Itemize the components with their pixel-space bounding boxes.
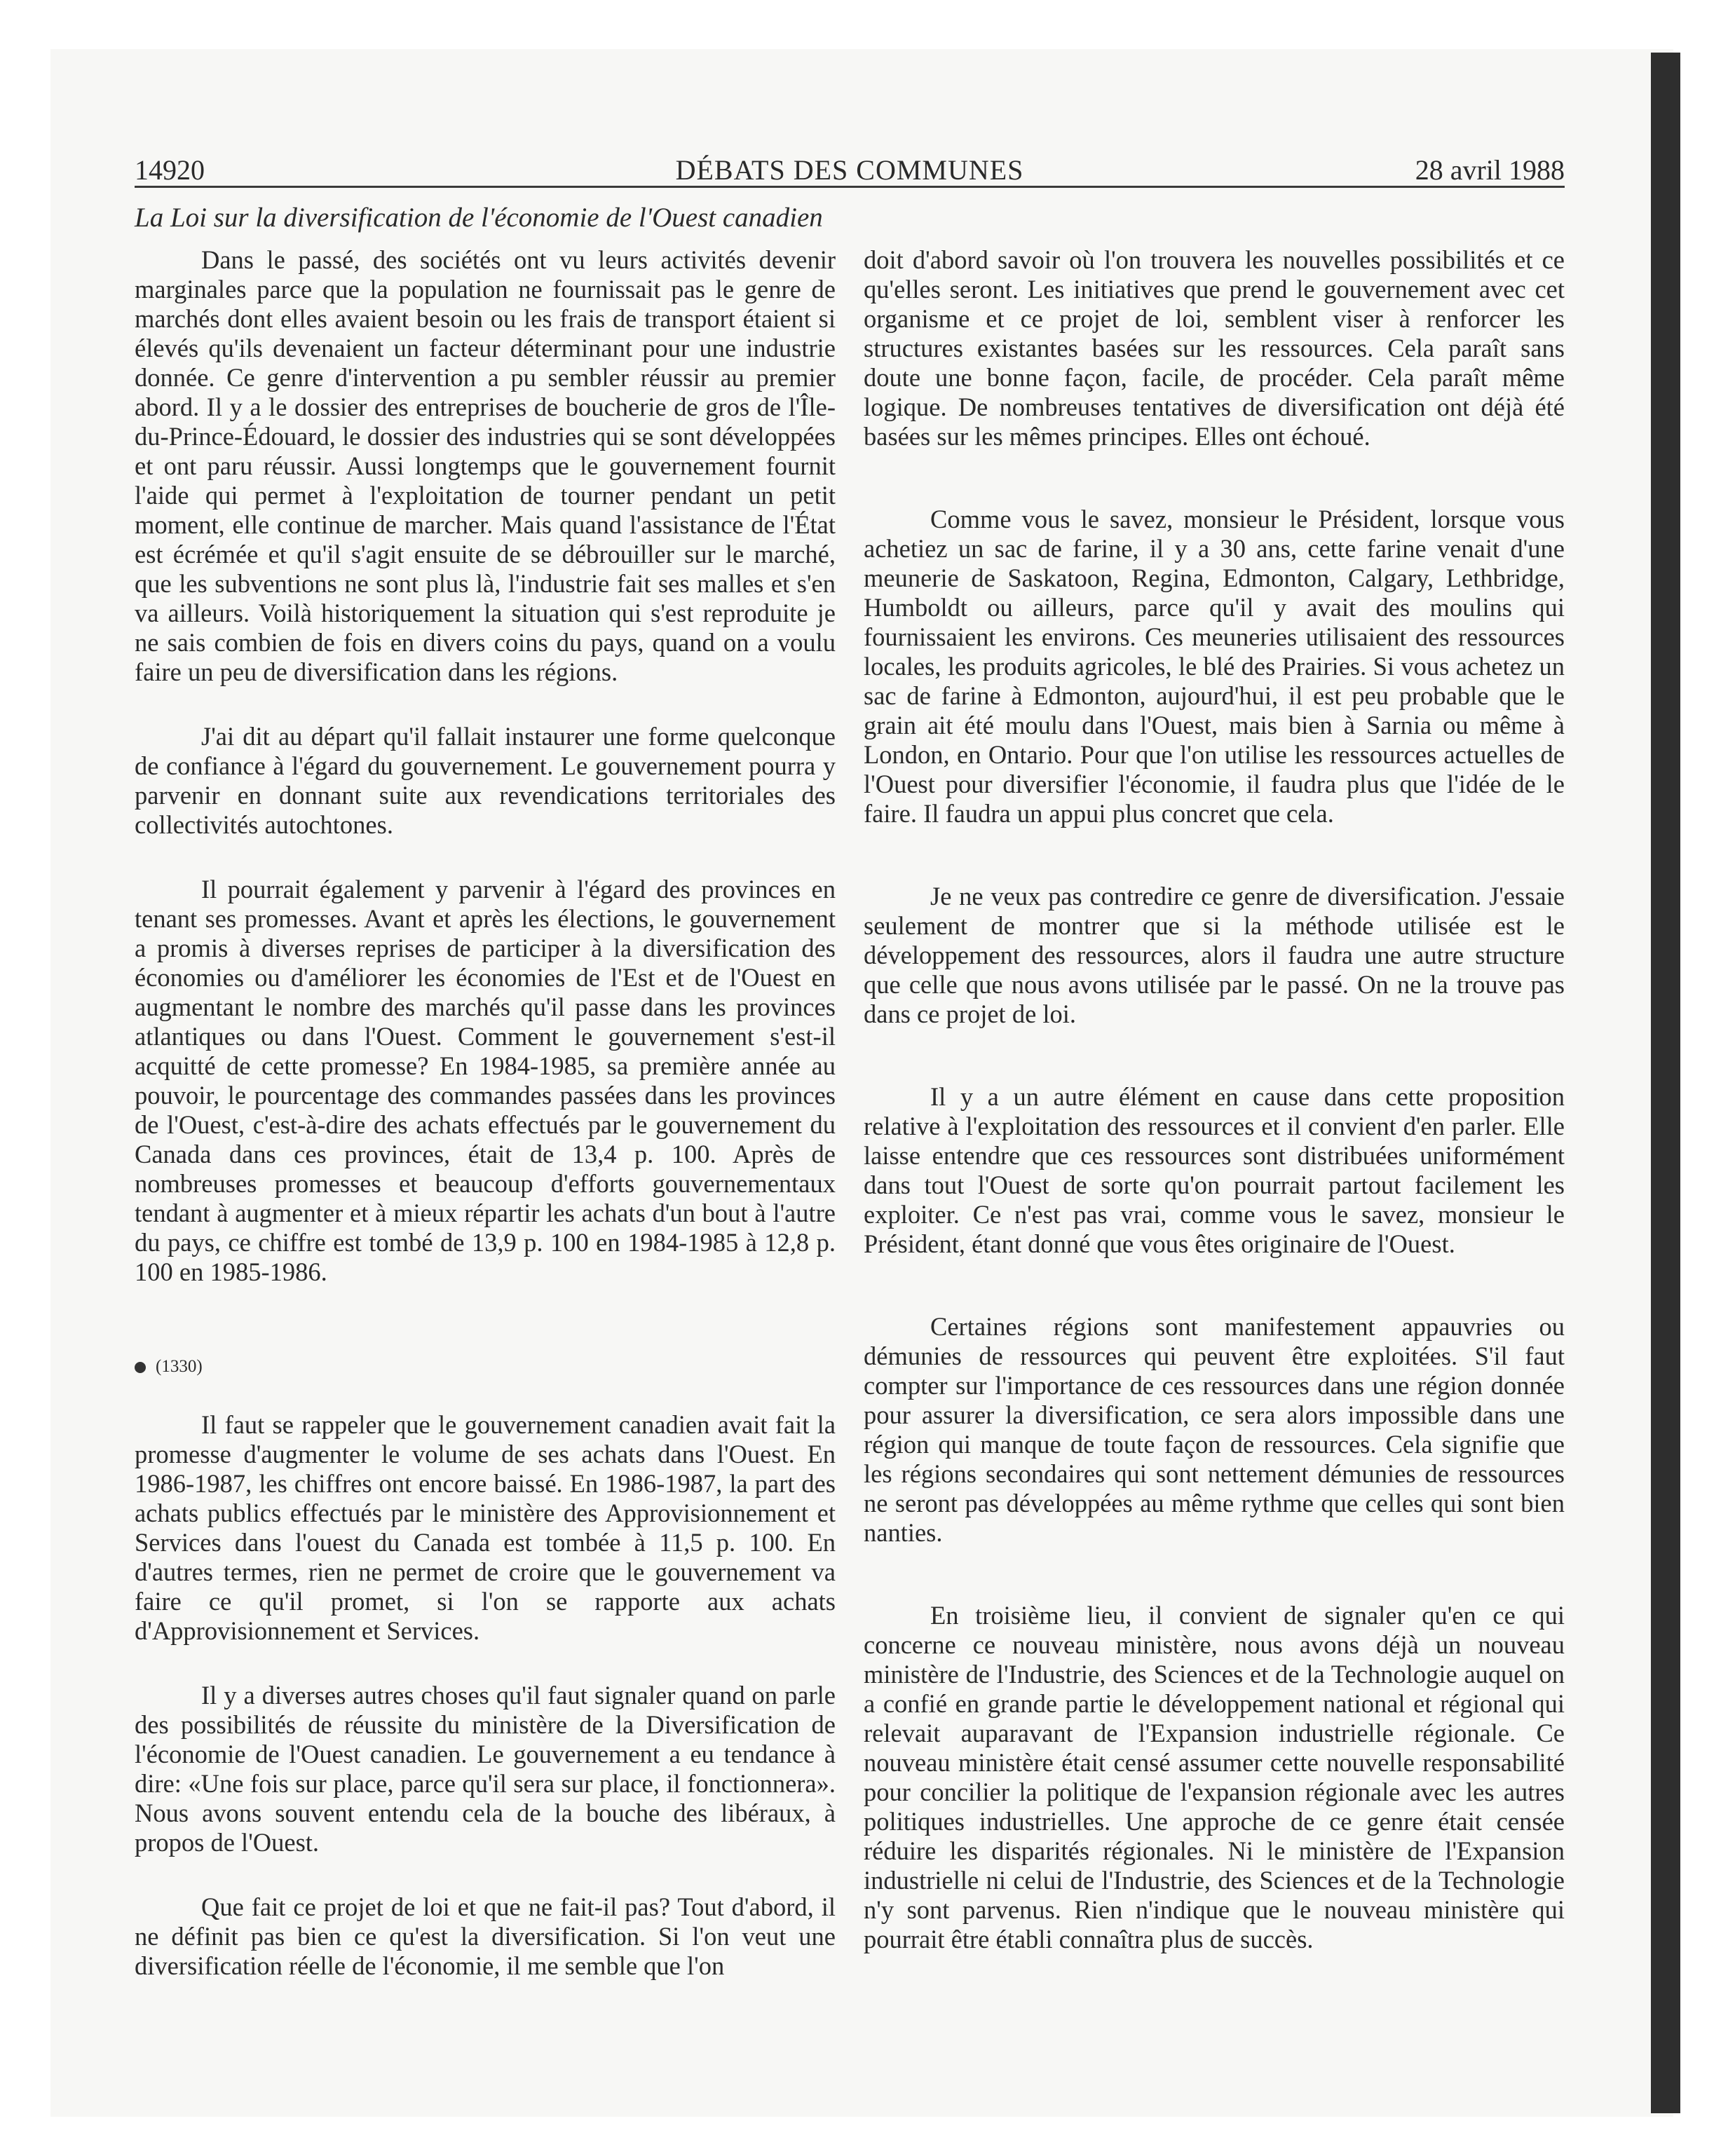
- paragraph: Il y a un autre élément en cause dans cette proposition relative à l'exploitation des ressources et il convient d'en parler. Elle laisse entendre que ces ressources sont distribuées uniformément dans tout l'Ouest de sorte qu'on pourrait partout facilement les exploiter. Ce n'est pas vrai, comme vous le savez, monsieur le Président, étant donné que vous êtes originaire de l'Ouest.: [864, 1082, 1565, 1258]
- scan-edge-bar: [1651, 53, 1680, 2113]
- paragraph: Je ne veux pas contredire ce genre de diversification. J'essaie seulement de montrer que si la méthode utilisée est le développement des ressources, alors il faudra une autre structure que celle que nous avons utilisée par le passé. On ne la trouve pas dans ce projet de loi.: [864, 882, 1565, 1028]
- publication-title: DÉBATS DES COMMUNES: [675, 154, 1024, 186]
- page-number: 14920: [135, 154, 205, 186]
- paragraph: doit d'abord savoir où l'on trouvera les nouvelles possibilités et ce qu'elles seront. Les initiatives que prend le gouvernement avec cet organisme et ce projet de loi, semblent viser à renforcer les structures existantes basées sur les ressources. Cela paraît sans doute une bonne façon, facile, de procéder. Cela paraît même logique. De nombreuses tentatives de diversification ont déjà été basées sur les mêmes principes. Elles ont échoué.: [864, 245, 1565, 451]
- left-column-top: [135, 245, 836, 1287]
- bullet-icon: [135, 1362, 146, 1373]
- paragraph: Il pourrait également y parvenir à l'égard des provinces en tenant ses promesses. Avant et après les élections, le gouvernement a promis à diverses reprises de participer à la diversification des économies ou d'améliorer les économies de l'Est et de l'Ouest en augmentant le nombre des marchés qu'il passe dans les provinces atlantiques ou dans l'Ouest. Comment le gouvernement s'est-il acquitté de cette promesse? En 1984-1985, sa première année au pouvoir, le pourcentage des commandes passées dans les provinces de l'Ouest, c'est-à-dire des achats effectués par le gouvernement du Canada dans ces provinces, était de 13,4 p. 100. Après de nombreuses promesses et beaucoup d'efforts gouvernementaux tendant à augmenter et à mieux répartir les achats d'un bout à l'autre du pays, ce chiffre est tombé de 13,9 p. 100 en 1984-1985 à 12,8 p. 100 en 1985-1986.: [135, 875, 836, 1286]
- paragraph: J'ai dit au départ qu'il fallait instaurer une forme quelconque de confiance à l'égard du gouvernement. Le gouvernement pourra y parvenir en donnant suite aux revendications territoriales des collectivités autochtones.: [135, 722, 836, 839]
- right-column: [864, 245, 1565, 1954]
- section-subtitle: La Loi sur la diversification de l'économie de l'Ouest canadien: [135, 203, 823, 233]
- paragraph: Que fait ce projet de loi et que ne fait-il pas? Tout d'abord, il ne définit pas bien ce qu'est la diversification. Si l'on veut une diversification réelle de l'économie, il me semble que l'on: [135, 1892, 836, 1980]
- paragraph: Il faut se rappeler que le gouvernement canadien avait fait la promesse d'augmenter le volume de ses achats dans l'Ouest. En 1986-1987, les chiffres ont encore baissé. En 1986-1987, la part des achats publics effectués par le ministère des Approvisionnement et Services dans l'ouest du Canada est tombée à 11,5 p. 100. En d'autres termes, rien ne permet de croire que le gouvernement va faire ce qu'il promet, si l'on se rapporte aux achats d'Approvisionnement et Services.: [135, 1410, 836, 1645]
- time-marker: [135, 1353, 555, 1381]
- paragraph: Comme vous le savez, monsieur le Président, lorsque vous achetiez un sac de farine, il y a 30 ans, cette farine venait d'une meunerie de Saskatoon, Regina, Edmonton, Calgary, Lethbridge, Humboldt ou ailleurs, parce qu'il y avait des moulins qui fournissaient les environs. Ces meuneries utilisaient des ressources locales, les produits agricoles, le blé des Prairies. Si vous achetez un sac de farine à Edmonton, aujourd'hui, il est peu probable que le grain ait été moulu dans l'Ouest, mais bien à Sarnia ou même à London, en Ontario. Pour que l'on utilise les ressources actuelles de l'Ouest pour diversifier l'économie, il faudra plus que l'idée de le faire. Il faudra un appui plus concret que cela.: [864, 505, 1565, 828]
- time-marker-text: (1330): [156, 1357, 203, 1376]
- header-rule: [135, 186, 1565, 188]
- paragraph: En troisième lieu, il convient de signaler qu'en ce qui concerne ce nouveau ministère, nous avons déjà un nouveau ministère de l'Industrie, des Sciences et de la Technologie auquel on a confié en grande partie le développement national et régional qui relevait auparavant de l'Expansion industrielle régionale. Ce nouveau ministère était censé assumer cette nouvelle responsabilité pour concilier la politique de l'expansion régionale avec les autres politiques industrielles. Une approche de ce genre était censée réduire les disparités régionales. Ni le ministère de l'Expansion industrielle ni celui de l'Industrie, des Sciences et de la Technologie n'y sont parvenus. Rien n'indique que le nouveau ministère qui pourrait être établi connaîtra plus de succès.: [864, 1601, 1565, 1953]
- running-header: [135, 153, 1565, 188]
- paragraph: Il y a diverses autres choses qu'il faut signaler quand on parle des possibilités de réussite du ministère de la Diversification de l'économie de l'Ouest canadien. Le gouvernement a eu tendance à dire: «Une fois sur place, parce qu'il sera sur place, il fonctionnera». Nous avons souvent entendu cela de la bouche des libéraux, à propos de l'Ouest.: [135, 1681, 836, 1857]
- left-column-bottom: [135, 1410, 836, 1981]
- issue-date: 28 avril 1988: [1415, 154, 1565, 186]
- paragraph: Certaines régions sont manifestement appauvries ou démunies de ressources qui peuvent être exploitées. S'il faut compter sur l'importance de ces ressources dans une région donnée pour assurer la diversification, ce sera alors impossible dans une région qui manque de toute façon de ressources. Cela signifie que les régions secondaires qui sont nettement démunies de ressources ne seront pas développées au même rythme que celles qui sont bien nanties.: [864, 1312, 1565, 1547]
- paragraph: Dans le passé, des sociétés ont vu leurs activités devenir marginales parce que la population ne fournissait pas le genre de marchés dont elles avaient besoin ou les frais de transport étaient si élevés qu'ils devenaient un facteur déterminant pour une industrie donnée. Ce genre d'intervention a pu sembler réussir au premier abord. Il y a le dossier des entreprises de boucherie de gros de l'Île-du-Prince-Édouard, le dossier des industries qui se sont développées et ont paru réussir. Aussi longtemps que le gouvernement fournit l'aide qui permet à l'exploitation de tourner pendant un petit moment, elle continue de marcher. Mais quand l'assistance de l'État est écrémée et qu'il s'agit ensuite de se débrouiller sur le marché, que les subventions ne sont plus là, l'industrie fait ses malles et s'en va ailleurs. Voilà historiquement la situation qui s'est reproduite je ne sais combien de fois en divers coins du pays, quand on a voulu faire un peu de diversification dans les régions.: [135, 245, 836, 686]
